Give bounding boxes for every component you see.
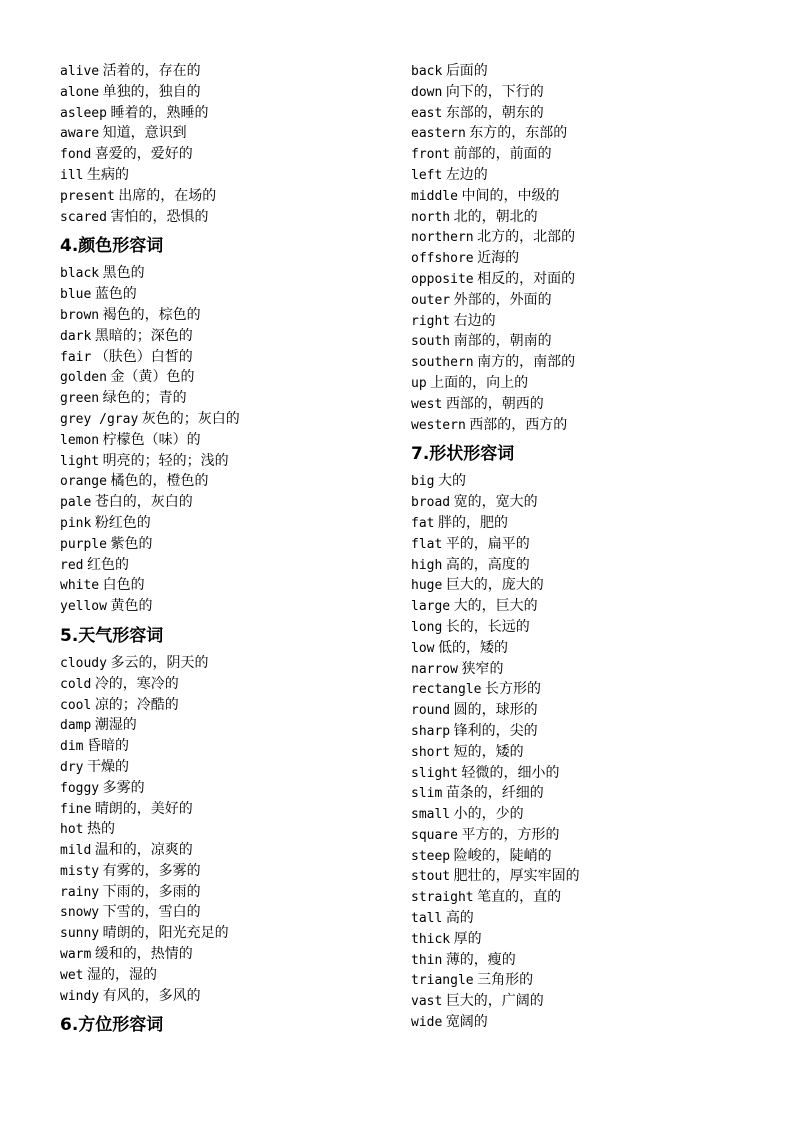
english-word: dark [60, 328, 92, 344]
chinese-meaning: 狭窄的 [461, 660, 504, 677]
vocab-entry [60, 944, 390, 965]
english-word: cold [60, 676, 92, 692]
right-column [411, 61, 741, 1033]
english-word: golden [60, 370, 107, 386]
vocab-entry [411, 763, 741, 784]
chinese-meaning: 高的 [445, 910, 474, 927]
chinese-meaning: 蓝色的 [94, 286, 137, 303]
vocab-entry [411, 123, 741, 144]
chinese-meaning: 短的，矮的 [453, 743, 524, 760]
chinese-meaning: 黑色的 [102, 265, 145, 282]
english-word: sunny [60, 926, 100, 942]
english-word: grey /gray [60, 411, 139, 427]
weather-adjective-list [60, 653, 390, 1007]
chinese-meaning: 左边的 [445, 166, 488, 183]
vocab-entry [411, 804, 741, 825]
english-word: cool [60, 697, 92, 713]
english-word: round [411, 703, 451, 719]
vocab-entry [60, 367, 390, 388]
vocab-entry [411, 887, 741, 908]
chinese-meaning: 白色的 [102, 577, 145, 594]
vocab-entry [60, 986, 390, 1007]
vocab-entry [60, 123, 390, 144]
vocab-entry [60, 534, 390, 555]
english-word: high [411, 557, 443, 573]
chinese-meaning: 近海的 [477, 250, 520, 267]
chinese-meaning: 有雾的，多雾的 [102, 862, 201, 879]
vocab-entry [60, 861, 390, 882]
chinese-meaning: 晴朗的，阳光充足的 [102, 925, 229, 942]
vocab-entry [60, 653, 390, 674]
chinese-meaning: 南方的，南部的 [477, 354, 576, 371]
vocab-entry [411, 103, 741, 124]
english-word: broad [411, 495, 451, 511]
english-word: south [411, 334, 451, 350]
english-word: foggy [60, 780, 100, 796]
vocab-entry [411, 950, 741, 971]
chinese-meaning: 下雪的，雪白的 [102, 904, 201, 921]
vocab-entry [60, 513, 390, 534]
english-word: rainy [60, 884, 100, 900]
vocab-entry [411, 186, 741, 207]
vocab-entry [60, 695, 390, 716]
english-word: aware [60, 126, 100, 142]
english-word: lemon [60, 432, 100, 448]
english-word: alive [60, 64, 100, 79]
vocab-entry [60, 575, 390, 596]
english-word: large [411, 599, 451, 615]
english-word: damp [60, 718, 92, 734]
direction-adjective-list [411, 61, 741, 435]
english-word: slim [411, 786, 443, 802]
vocab-entry [60, 819, 390, 840]
chinese-meaning: 热的 [86, 821, 115, 838]
english-word: cloudy [60, 655, 107, 671]
chinese-meaning: 橘色的，橙色的 [110, 473, 209, 490]
vocab-entry [411, 394, 741, 415]
vocab-entry [60, 284, 390, 305]
english-word: down [411, 84, 443, 100]
chinese-meaning: 胖的，肥的 [437, 514, 508, 531]
chinese-meaning: 湿的，湿的 [86, 966, 157, 983]
vocab-entry [411, 783, 741, 804]
english-word: windy [60, 988, 100, 1004]
chinese-meaning: 害怕的，恐惧的 [110, 208, 209, 225]
vocab-entry [411, 1012, 741, 1033]
vocab-entry [60, 144, 390, 165]
chinese-meaning: 平的，扁平的 [445, 535, 530, 552]
color-adjective-list [60, 263, 390, 617]
vocab-entry [60, 61, 390, 82]
vocab-entry [411, 908, 741, 929]
chinese-meaning: 黄色的 [110, 598, 153, 615]
chinese-meaning: 前部的，前面的 [453, 146, 552, 163]
section-heading-shapes: 7.形状形容词 [411, 444, 515, 465]
shape-adjective-list [411, 471, 741, 1033]
vocab-entry [60, 471, 390, 492]
chinese-meaning: 锋利的，尖的 [453, 722, 538, 739]
english-word: fat [411, 515, 435, 531]
chinese-meaning: 长方形的 [484, 681, 541, 698]
chinese-meaning: 宽的，宽大的 [453, 494, 538, 511]
chinese-meaning: 红色的 [86, 556, 129, 573]
vocab-entry [411, 825, 741, 846]
english-word: fine [60, 801, 92, 817]
english-word: low [411, 640, 435, 656]
english-word: hot [60, 822, 84, 838]
chinese-meaning: 金（黄）色的 [110, 369, 195, 386]
vocab-entry [60, 207, 390, 228]
english-word: up [411, 375, 427, 391]
chinese-meaning: 多云的，阴天的 [110, 654, 209, 671]
chinese-meaning: 紫色的 [110, 535, 153, 552]
chinese-meaning: 外部的，外面的 [453, 291, 552, 308]
chinese-meaning: 后面的 [445, 63, 488, 79]
english-word: present [60, 188, 115, 204]
vocab-entry [60, 409, 390, 430]
vocab-entry [411, 742, 741, 763]
vocab-entry [411, 165, 741, 186]
chinese-meaning: 缓和的，热情的 [94, 946, 193, 963]
chinese-meaning: 昏暗的 [86, 738, 129, 755]
chinese-meaning: 巨大的，广阔的 [445, 993, 544, 1010]
chinese-meaning: 干燥的 [86, 758, 129, 775]
vocab-entry [411, 269, 741, 290]
english-word: fond [60, 147, 92, 163]
chinese-meaning: 潮湿的 [94, 717, 137, 734]
chinese-meaning: 明亮的；轻的；浅的 [102, 452, 229, 469]
vocab-entry [60, 555, 390, 576]
english-word: sharp [411, 723, 451, 739]
chinese-meaning: （肤色）白皙的 [94, 348, 193, 365]
chinese-meaning: 巨大的，庞大的 [445, 577, 544, 594]
english-word: northern [411, 230, 474, 246]
english-word: eastern [411, 126, 466, 142]
english-word: steep [411, 848, 451, 864]
chinese-meaning: 知道，意识到 [102, 125, 187, 142]
vocab-entry [60, 82, 390, 103]
english-word: middle [411, 188, 458, 204]
english-word: narrow [411, 661, 458, 677]
vocab-entry [60, 103, 390, 124]
vocab-entry [60, 840, 390, 861]
vocab-entry [60, 715, 390, 736]
vocab-entry [411, 700, 741, 721]
english-word: southern [411, 355, 474, 371]
chinese-meaning: 北的，朝北的 [453, 208, 538, 225]
chinese-meaning: 平方的，方形的 [461, 826, 560, 843]
english-word: snowy [60, 905, 100, 921]
chinese-meaning: 苗条的，纤细的 [445, 785, 544, 802]
vocab-entry [411, 513, 741, 534]
english-word: front [411, 147, 451, 163]
english-word: asleep [60, 105, 107, 121]
chinese-meaning: 宽阔的 [445, 1014, 488, 1031]
vocab-entry [411, 61, 741, 82]
english-word: green [60, 391, 100, 407]
vocab-entry [60, 736, 390, 757]
vocab-entry [60, 799, 390, 820]
vocab-entry [411, 721, 741, 742]
vocab-entry [411, 638, 741, 659]
vocab-entry [411, 617, 741, 638]
english-word: offshore [411, 251, 474, 267]
vocab-entry [411, 970, 741, 991]
vocab-entry [411, 290, 741, 311]
vocab-entry [60, 263, 390, 284]
chinese-meaning: 冷的，寒冷的 [94, 675, 179, 692]
chinese-meaning: 柠檬色（味）的 [102, 431, 201, 448]
vocab-entry [411, 659, 741, 680]
chinese-meaning: 晴朗的，美好的 [94, 800, 193, 817]
chinese-meaning: 相反的，对面的 [477, 270, 576, 287]
english-word: light [60, 453, 100, 469]
english-word: wet [60, 967, 84, 983]
vocab-entry [411, 82, 741, 103]
chinese-meaning: 低的，矮的 [437, 639, 508, 656]
english-word: brown [60, 307, 100, 323]
chinese-meaning: 北方的，北部的 [477, 229, 576, 246]
english-word: east [411, 105, 443, 121]
chinese-meaning: 出席的，在场的 [118, 187, 217, 204]
chinese-meaning: 中间的，中级的 [461, 187, 560, 204]
chinese-meaning: 上面的，向上的 [430, 374, 529, 391]
chinese-meaning: 向下的，下行的 [445, 83, 544, 100]
english-word: outer [411, 292, 451, 308]
english-word: alone [60, 84, 100, 100]
vocab-entry [60, 451, 390, 472]
english-word: triangle [411, 973, 474, 989]
section-heading-colors: 4.颜色形容词 [60, 236, 164, 257]
english-word: opposite [411, 271, 474, 287]
vocab-entry [60, 778, 390, 799]
english-word: slight [411, 765, 458, 781]
vocab-entry [60, 902, 390, 923]
chinese-meaning: 小的，少的 [453, 806, 524, 823]
chinese-meaning: 单独的，独自的 [102, 83, 201, 100]
vocab-entry [60, 674, 390, 695]
vocab-entry [411, 679, 741, 700]
chinese-meaning: 圆的，球形的 [453, 702, 538, 719]
vocab-entry [411, 144, 741, 165]
chinese-meaning: 褐色的，棕色的 [102, 306, 201, 323]
vocab-entry [60, 165, 390, 186]
english-word: mild [60, 843, 92, 859]
english-word: red [60, 557, 84, 573]
english-word: small [411, 807, 451, 823]
english-word: vast [411, 994, 443, 1010]
chinese-meaning: 苍白的，灰白的 [94, 494, 193, 511]
english-word: fair [60, 349, 92, 365]
vocab-entry [411, 575, 741, 596]
chinese-meaning: 喜爱的，爱好的 [94, 146, 193, 163]
vocab-entry [411, 227, 741, 248]
english-word: scared [60, 209, 107, 225]
chinese-meaning: 多雾的 [102, 779, 145, 796]
english-word: thick [411, 931, 451, 947]
vocab-entry [411, 492, 741, 513]
english-word: right [411, 313, 451, 329]
english-word: misty [60, 863, 100, 879]
vocab-entry [411, 373, 741, 394]
english-word: dry [60, 759, 84, 775]
vocab-entry [411, 555, 741, 576]
vocab-entry [411, 866, 741, 887]
english-word: straight [411, 890, 474, 906]
vocab-entry [60, 757, 390, 778]
vocab-entry [411, 331, 741, 352]
chinese-meaning: 东部的，朝东的 [445, 104, 544, 121]
chinese-meaning: 有风的，多风的 [102, 987, 201, 1004]
chinese-meaning: 活着的，存在的 [102, 63, 201, 79]
chinese-meaning: 厚的 [453, 930, 482, 947]
english-word: dim [60, 739, 84, 755]
vocab-entry [411, 929, 741, 950]
chinese-meaning: 险峻的，陡峭的 [453, 847, 552, 864]
english-word: black [60, 266, 100, 282]
vocab-entry [60, 305, 390, 326]
vocab-entry [411, 311, 741, 332]
english-word: white [60, 578, 100, 594]
vocab-entry [411, 596, 741, 617]
chinese-meaning: 右边的 [453, 312, 496, 329]
vocab-entry [411, 471, 741, 492]
chinese-meaning: 轻微的，细小的 [461, 764, 560, 781]
english-word: wide [411, 1015, 443, 1031]
vocab-entry [411, 415, 741, 436]
chinese-meaning: 高的，高度的 [445, 556, 530, 573]
vocab-entry [60, 596, 390, 617]
english-word: ill [60, 167, 84, 183]
vocab-entry [60, 430, 390, 451]
chinese-meaning: 笔直的，直的 [477, 889, 562, 906]
vocab-entry [60, 347, 390, 368]
vocab-entry [60, 965, 390, 986]
english-word: tall [411, 911, 443, 927]
vocab-entry [60, 882, 390, 903]
english-word: north [411, 209, 451, 225]
chinese-meaning: 东方的，东部的 [469, 125, 568, 142]
chinese-meaning: 大的，巨大的 [453, 598, 538, 615]
vocab-entry [411, 534, 741, 555]
english-word: thin [411, 952, 443, 968]
chinese-meaning: 温和的，凉爽的 [94, 842, 193, 859]
left-column [60, 61, 390, 1042]
vocab-entry [411, 846, 741, 867]
english-word: yellow [60, 599, 107, 615]
vocab-entry [60, 923, 390, 944]
chinese-meaning: 睡着的，熟睡的 [110, 104, 209, 121]
chinese-meaning: 薄的，瘦的 [445, 951, 516, 968]
chinese-meaning: 绿色的；青的 [102, 390, 187, 407]
chinese-meaning: 生病的 [86, 166, 129, 183]
english-word: flat [411, 536, 443, 552]
vocab-entry [60, 186, 390, 207]
chinese-meaning: 凉的；冷酷的 [94, 696, 179, 713]
vocab-entry [60, 492, 390, 513]
english-word: big [411, 474, 435, 490]
chinese-meaning: 西部的，朝西的 [445, 395, 544, 412]
english-word: stout [411, 869, 451, 885]
chinese-meaning: 粉红色的 [94, 514, 151, 531]
english-word: rectangle [411, 682, 482, 698]
english-word: pale [60, 495, 92, 511]
vocab-entry [411, 207, 741, 228]
english-word: orange [60, 474, 107, 490]
english-word: warm [60, 947, 92, 963]
english-word: long [411, 619, 443, 635]
english-word: back [411, 64, 443, 79]
english-word: west [411, 396, 443, 412]
vocab-entry [411, 248, 741, 269]
english-word: blue [60, 287, 92, 303]
predicative-adjective-list [60, 61, 390, 227]
vocab-entry [60, 388, 390, 409]
chinese-meaning: 三角形的 [477, 972, 534, 989]
vocab-entry [60, 326, 390, 347]
chinese-meaning: 肥壮的，厚实牢固的 [453, 868, 580, 885]
english-word: square [411, 827, 458, 843]
chinese-meaning: 大的 [437, 473, 466, 490]
section-heading-directions: 6.方位形容词 [60, 1015, 164, 1036]
vocab-entry [411, 991, 741, 1012]
english-word: purple [60, 536, 107, 552]
english-word: huge [411, 578, 443, 594]
chinese-meaning: 黑暗的；深色的 [94, 327, 193, 344]
chinese-meaning: 灰色的；灰白的 [141, 410, 240, 427]
chinese-meaning: 西部的，西方的 [469, 416, 568, 433]
vocab-entry [411, 352, 741, 373]
english-word: pink [60, 515, 92, 531]
english-word: short [411, 744, 451, 760]
section-heading-weather: 5.天气形容词 [60, 625, 164, 646]
chinese-meaning: 下雨的，多雨的 [102, 883, 201, 900]
chinese-meaning: 南部的，朝南的 [453, 333, 552, 350]
english-word: left [411, 167, 443, 183]
english-word: western [411, 417, 466, 433]
chinese-meaning: 长的，长远的 [445, 618, 530, 635]
